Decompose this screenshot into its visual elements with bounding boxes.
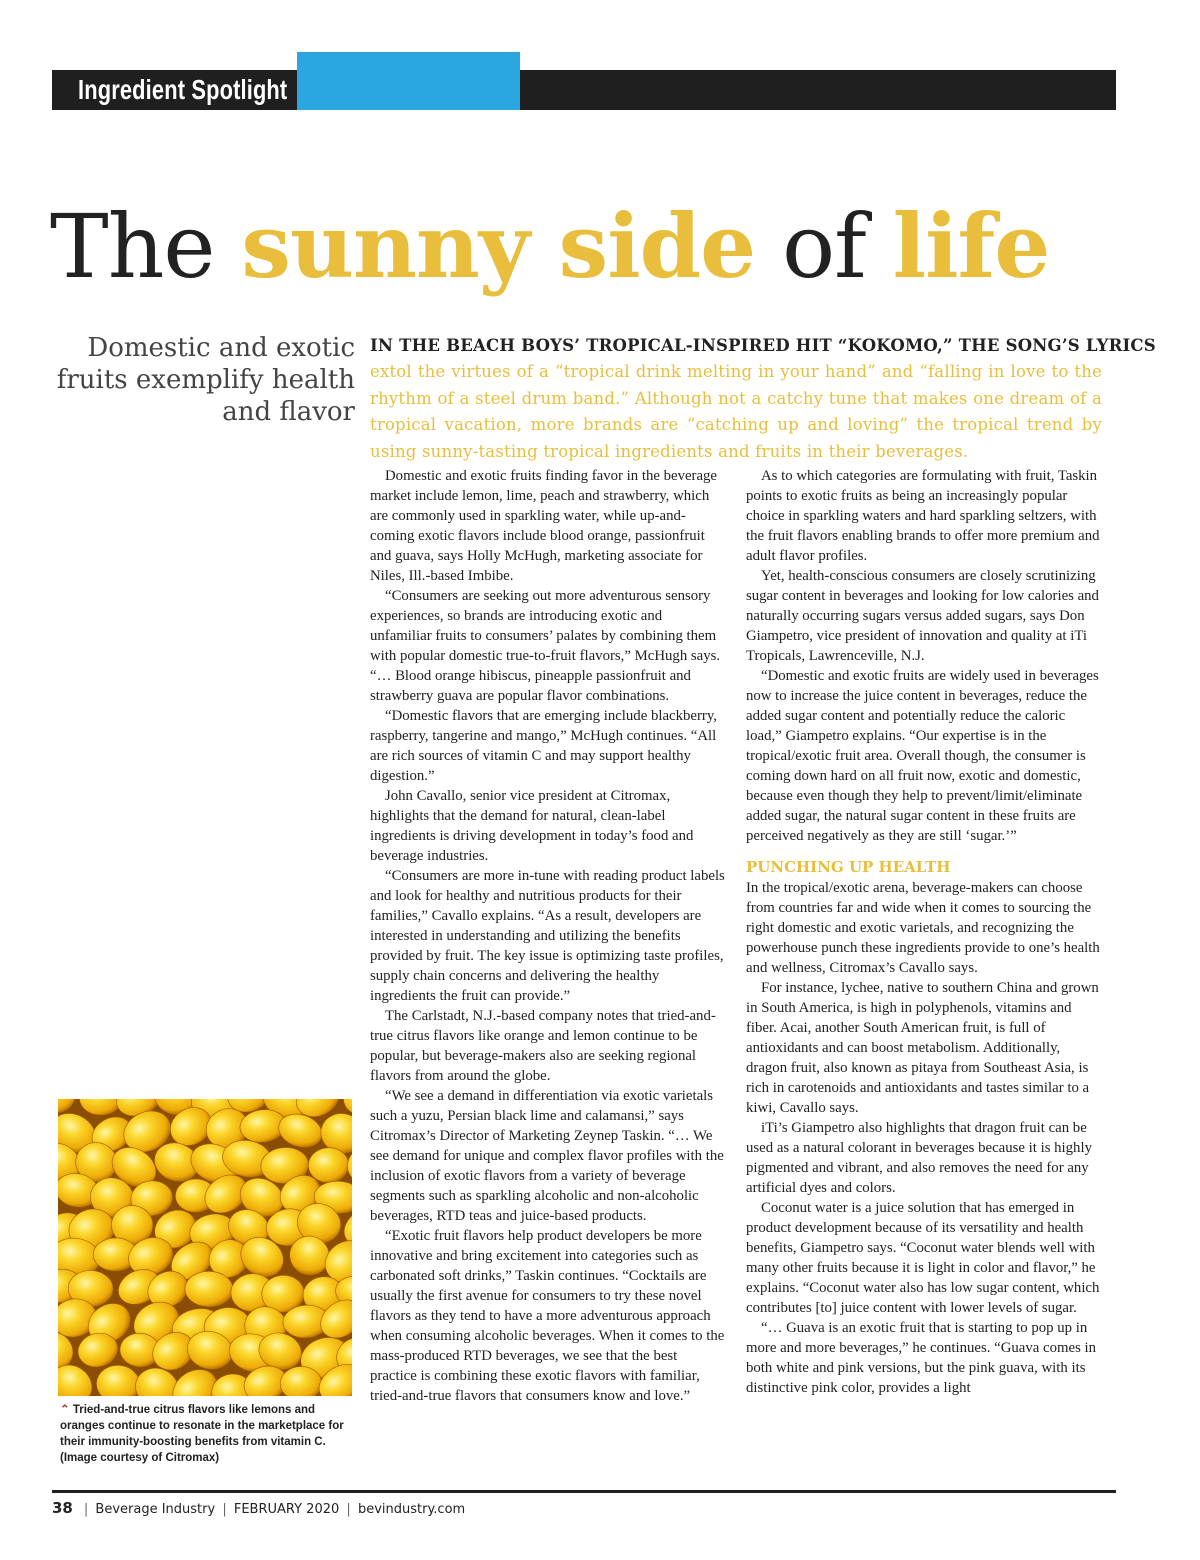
paragraph: “Domestic flavors that are emerging include blackberry, raspberry, tangerine and mango,” McHugh continues. “All are rich sources of vitamin C and may support healthy digestion.” [370,708,717,784]
caption-text: Tried-and-true citrus flavors like lemons and oranges continue to resonate in the marketplace for their immunity-boosting benefits from vitamin C. (Image courtesy of Citromax) [60,1404,344,1464]
section-header-accent [297,52,520,110]
paragraph: As to which categories are formulating with fruit, Taskin points to exotic fruits as being an increasingly popular choice in sparkling waters and hard sparkling seltzers, with the fruit flavors enabling brands to offer more premium and adult flavor profiles. [746,468,1100,564]
page-number: 38 [52,1499,73,1517]
body-column-1 [370,466,726,1406]
title-part-1: The [50,195,242,298]
caret-up-icon: ⌃ [60,1404,70,1416]
lemons-photo [58,1099,352,1396]
paragraph: Yet, health-conscious consumers are closely scrutinizing sugar content in beverages and looking for low calories and naturally occurring sugars versus added sugars, says Don Giampetro, vice president of innovation and quality at iTi Tropicals, Lawrenceville, N.J. [746,568,1099,664]
paragraph: “Consumers are more in-tune with reading product labels and look for healthy and nutritious products for their families,” Cavallo explains. “As a result, developers are interested in understanding and utilizing the benefits provided by fruit. The key issue is optimizing taste profiles, supply chain concerns and delivering the healthy ingredients the fruit can provide.” [370,868,725,1004]
paragraph: For instance, lychee, native to southern China and grown in South America, is high in polyphenols, vitamins and fiber. Acai, another South American fruit, is full of antioxidants and can boost metabolism. Additionally, dragon fruit, also known as pitaya from Southeast Asia, is rich in carotenoids and antioxidants and tastes similar to a kiwi, Cavallo says. [746,980,1099,1116]
footer-separator: | [222,1502,227,1517]
paragraph: “Exotic fruit flavors help product developers be more innovative and bring excitement into categories such as carbonated soft drinks,” Taskin continues. “Cocktails are usually the first avenue for consumers to try these novel flavors as they tend to have a more adventurous approach when consuming alcoholic beverages. When it comes to the mass-produced RTD beverages, we see that the best practice is combining these exotic flavors with familiar, tried-and-true flavors that consumers know and love.” [370,1228,725,1404]
paragraph: “Domestic and exotic fruits are widely used in beverages now to increase the juice content in beverages, reduce the added sugar content and potentially reduce the caloric load,” Giampetro explains. “Our expertise is in the tropical/exotic fruit area. Overall though, the consumer is coming down hard on all fruit now, exotic and domestic, because even though they help to prevent/limit/eliminate added sugar, the natural sugar content in these fruits are perceived negatively as they are still ‘sugar.’” [746,668,1099,844]
paragraph: “Consumers are seeking out more adventurous sensory experiences, so brands are introducing exotic and unfamiliar fruits to consumers’ palates by combining them with popular domestic true-to-fruit flavors,” McHugh says. “… Blood orange hibiscus, pineapple passionfruit and strawberry guava are popular flavor combinations. [370,588,721,704]
paragraph: The Carlstadt, N.J.-based company notes that tried-and-true citrus flavors like orange and lemon continue to be popular, but beverage-makers also are seeking regional flavors from around the globe. [370,1008,716,1084]
body-column-2 [746,466,1102,1398]
website: bevindustry.com [357,1502,466,1517]
paragraph: “… Guava is an exotic fruit that is starting to pop up in more and more beverages,” he continues. “Guava comes in both white and pink versions, but the pink guava, with its distinctive pink color, provides a light [746,1320,1097,1396]
paragraph: In the tropical/exotic arena, beverage-makers can choose from countries far and wide when it comes to sourcing the right domestic and exotic varietals, and recognizing the powerhouse punch these ingredients provide to one’s health and wellness, Citromax’s Cavallo says. [746,880,1100,976]
paragraph: “We see a demand in differentiation via exotic varietals such a yuzu, Persian black lime and calamansi,” says Citromax’s Director of Marketing Zeynep Taskin. “… We see demand for unique and complex flavor profiles with the inclusion of exotic flavors from a variety of beverage segments such as sparkling alcoholic and non-alcoholic beverages, RTD teas and juice-based products. [370,1088,724,1224]
lead-text: extol the virtues of a “tropical drink melting in your hand” and “falling in love to the rhythm of a steel drum band.” Although not a catchy tune that makes one dream of a tropical vacation, more brands are “catching up and loving” the tropical trend by using sunny-tasting tropical ingredients and fruits in their beverages. [370,362,1102,461]
lemons-image [58,1099,352,1396]
footer-rule [52,1490,1116,1493]
footer-separator: | [346,1502,351,1517]
publication-name: Beverage Industry [95,1502,216,1517]
paragraph: Coconut water is a juice solution that has emerged in product development because of its versatility and health benefits, Giampetro says. “Coconut water blends well with many other fruits because it is light in color and flavor,” he explains. “Coconut water also has low sugar content, which contributes [to] juice content with lower levels of sugar. [746,1200,1100,1316]
title-part-4: life [892,194,1050,298]
title-part-3: of [755,195,893,298]
article-title [50,186,1150,307]
page-footer [52,1498,465,1520]
title-part-2: sunny side [241,194,756,298]
lead-caps: IN THE BEACH BOYS’ TROPICAL-INSPIRED HIT “KOKOMO,” THE SONG’S LYRICS [370,336,1156,355]
photo-caption [60,1402,352,1466]
paragraph: John Cavallo, senior vice president at Citromax, highlights that the demand for natural, clean-label ingredients is driving development in today’s food and beverage industries. [370,788,694,864]
paragraph: Domestic and exotic fruits finding favor in the beverage market include lemon, lime, peach and strawberry, which are commonly used in sparkling water, while up-and-coming exotic flavors include blood orange, passionfruit and guava, says Holly McHugh, marketing associate for Niles, Ill.-based Imbibe. [370,468,717,584]
section-subhead: PUNCHING UP HEALTH [746,858,951,876]
section-label: Ingredient Spotlight [78,74,288,105]
paragraph: iTi’s Giampetro also highlights that dragon fruit can be used as a natural colorant in beverages because it is highly pigmented and vibrant, and also removes the need for any artificial dyes and colors. [746,1120,1092,1196]
article-lead [370,332,1156,465]
issue-date: FEBRUARY 2020 [233,1502,340,1517]
footer-separator: | [83,1502,89,1517]
article-deck: Domestic and exotic fruits exemplify health and flavor [56,333,355,427]
lemon [185,1271,234,1307]
